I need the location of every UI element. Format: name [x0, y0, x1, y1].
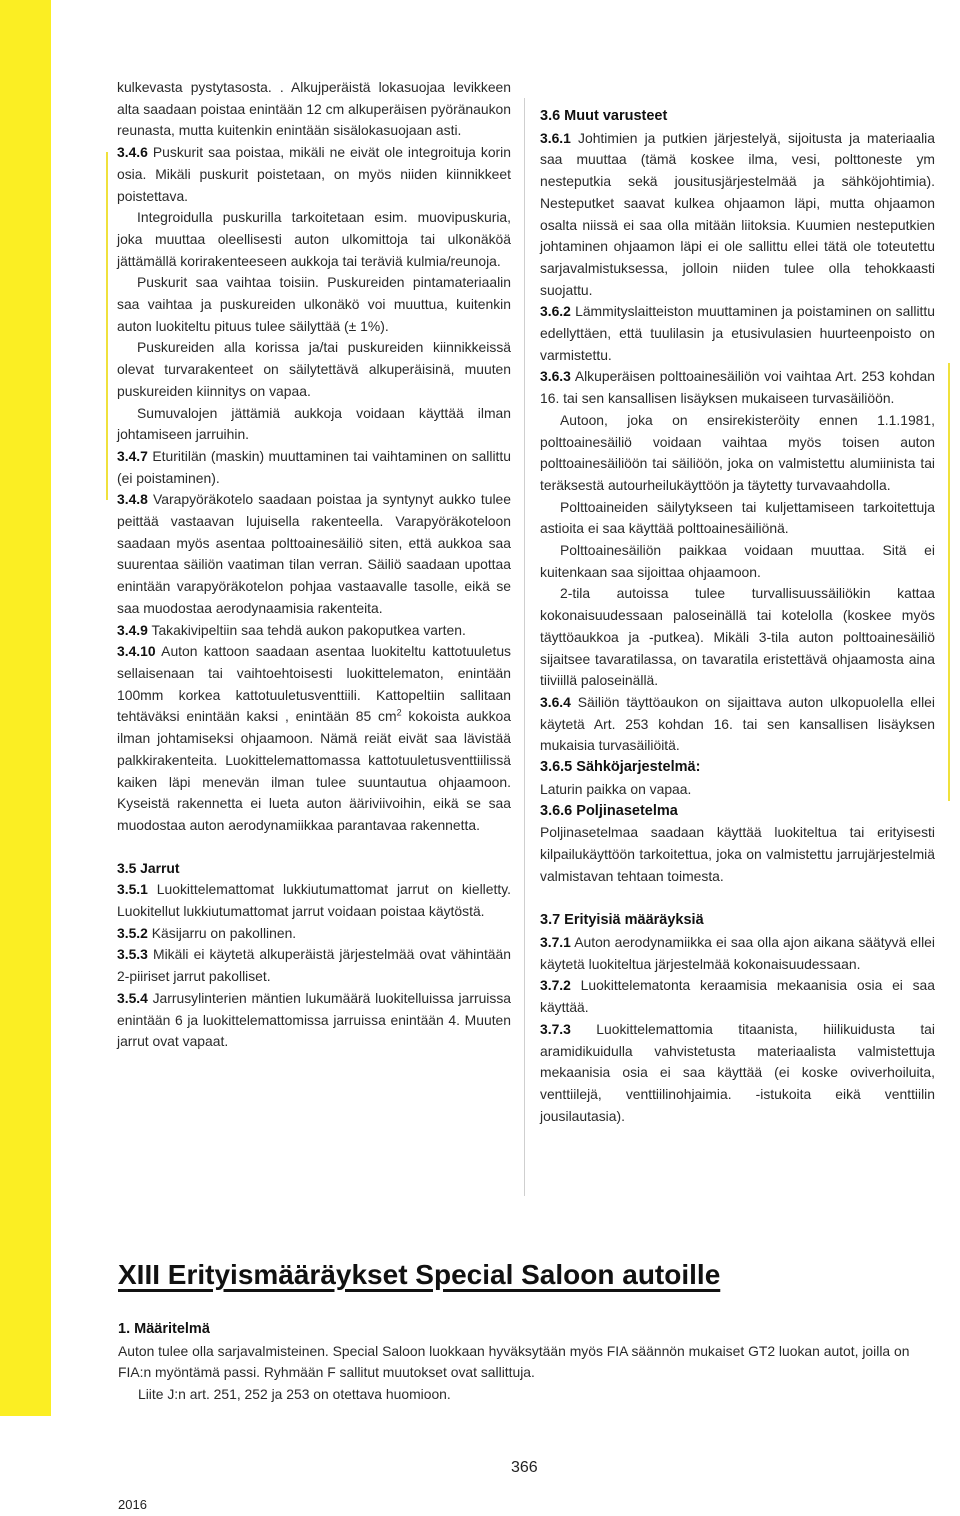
page-number: 366 — [511, 1459, 538, 1476]
paragraph: Laturin paikka on vapaa. — [540, 780, 692, 797]
clause-number: 3.5.4 — [117, 989, 148, 1006]
paragraph: Integroidulla puskurilla tarkoitetaan esim. muovipuskuria, joka muuttaa oleellisesti auton ulkomittoja tai ulkonäköä jättämällä korirakenteeseen aukkoja tai teräviä kulmia/reunoja. — [117, 209, 511, 269]
clause-number: 3.6.1 — [540, 129, 571, 146]
paragraph: 3.7.1 Auton aerodynamiikka ei saa olla ajon aikana säätyvä ellei käytetä luokiteltua järjestelmää kokonaisuudessaan. — [540, 934, 935, 972]
clause-number: 3.6.2 — [540, 303, 571, 320]
chapter-title: XIII Erityismääräykset Special Saloon autoille — [118, 1259, 721, 1290]
paragraph: 3.4.8 Varapyöräkotelo saadaan poistaa ja syntynyt aukko tulee peittää vastaavan lujuisella rakenteella. Varapyöräkoteloon saadaan myös asentaa polttoainesäiliö siten, että aukkoa saa suurentaa säiliön vaatiman tilan verran. Säiliö saadaan upottaa enintään varapyöräkotelon pohjaa vastaavalle tasolle, eikä se saa muodostaa aerodynaamisia rakenteita. — [117, 491, 511, 616]
section-heading: 1. Määritelmä — [118, 1321, 210, 1337]
paragraph: Auton tulee olla sarjavalmisteinen. Special Saloon luokkaan hyväksytään myös FIA säännön mukaiset GT2 luokan autot, joilla on FIA:n myöntämä passi. Ryhmään F sallitut muutokset ovat sallittuja. — [118, 1342, 910, 1381]
change-marker-right — [948, 363, 950, 801]
change-marker-left — [106, 152, 108, 500]
clause-number: 3.7.3 — [540, 1020, 571, 1037]
paragraph: Liite J:n art. 251, 252 ja 253 on otettava huomioon. — [138, 1386, 451, 1403]
chapter-body — [118, 1319, 938, 1406]
paragraph: 3.4.9 Takakivipeltiin saa tehdä aukon pakoputkea varten. — [117, 621, 466, 638]
paragraph: 3.4.6 Puskurit saa poistaa, mikäli ne eivät ole integroituja korin osia. Mikäli puskurit poistetaan, on myös niiden kiinnikkeet poistettava. — [117, 144, 511, 204]
paragraph: 3.5.4 Jarrusylinterien mäntien lukumäärä luokitelluissa jarruissa enintään 6 ja luokittelemattomissa jarruissa enintään 4. Muuten jarrut ovat vapaat. — [117, 989, 511, 1050]
paragraph: 3.7.3 Luokittelemattomia titaanista, hiilikuidusta tai aramidikuidulla vahvistetusta materiaalista valmistettuja mekaanisia osia ei saa käyttää (ei koske oviverhoiluita, venttiilejä, venttiilinohjaimia. -istukoita eikä venttiilin jousilautasia). — [540, 1020, 935, 1124]
clause-number: 3.4.7 — [117, 447, 148, 464]
footer-year: 2016 — [118, 1497, 147, 1512]
section-heading: 3.7 Erityisiä määräyksiä — [540, 912, 704, 929]
paragraph: Puskurit saa vaihtaa toisiin. Puskureiden pintamateriaalin saa vaihtaa ja puskureiden ulkonäkö voi muuttua, kuitenkin auton luokiteltu pituus tulee säilyttää (± 1%). — [117, 274, 511, 334]
paragraph: 3.6.1 Johtimien ja putkien järjestelyä, sijoitusta ja materiaalia saa muuttaa (tämä koskee ilma, vesi, polttoneste ym nesteputkia sekä jousitusjärjestelmää ja sähköjohtimia). Nesteputket saavat kulkea ohjaamon läpi, mutta ohjaamon osalta niissä ei saa olla mitään liitoksia. Kuumien nesteputkien johtaminen ohjaamon läpi ei ole sallittu ellei tätä ole toteutettu sarjavalmistuksessa, jolloin niiden tulee olla tehokkaasti suojattu. — [540, 129, 935, 298]
paragraph: Poljinasetelmaa saadaan käyttää luokiteltua tai erityisesti kilpailukäyttöön tarkoitettua, joka on valmistettu jarrujärjestelmiä valmistavan tehtaan toimesta. — [540, 824, 935, 884]
clause-number: 3.5.3 — [117, 946, 148, 963]
clause-number: 3.6.4 — [540, 693, 571, 710]
left-column — [117, 77, 511, 1053]
section-heading: 3.6.6 Poljinasetelma — [540, 802, 678, 819]
section-heading: 3.6 Muut varusteet — [540, 108, 668, 124]
yellow-margin-bar — [0, 0, 51, 1416]
section-heading: 3.5 Jarrut — [117, 859, 180, 876]
paragraph: Autoon, joka on ensirekisteröity ennen 1.1.1981, polttoainesäiliö voidaan vaihtaa myös toisen auton polttoainesäiliöön tai säiliöön, joka on valmistettu alumiinista tai teräksestä autourheilukäyttöön ja täytetty turvavaahdolla. — [540, 411, 935, 493]
clause-number: 3.4.6 — [117, 144, 148, 161]
paragraph: 3.4.10 Auton kattoon saadaan asentaa luokiteltu kattotuuletus sellaisenaan tai vaihtoehtoisesti luokittelematon, enintään 100mm korkea kattotuuletusventtiili. Kattopeltiin sallitaan tehtäväksi enintään kaksi , enintään 85 $cm^2$ kokoista aukkoa ilman johtamiseksi ohjaamoon. Nämä reiät eivät saa lävistää palkkirakenteita. Luokittelemattomassa kattotuuletusventtiilissä kaiken läpi menevän ilman tulee suuntautua ohjaamoon. Kyseistä rakennetta ei lueta auton ääriviivoihin, eikä se saa muodostaa auton aerodynamiikkaa parantavaa rakennetta. — [117, 643, 511, 833]
paragraph: 3.5.1 Luokittelemattomat lukkiutumattomat jarrut on kielletty. Luokitellut lukkiutumattomat jarrut voidaan poistaa käytöstä. — [117, 881, 511, 920]
paragraph: 3.5.3 Mikäli ei käytetä alkuperäistä järjestelmää ovat vähintään 2-piiriset jarrut pakolliset. — [117, 946, 511, 985]
clause-number: 3.6.3 — [540, 368, 571, 385]
right-column — [540, 106, 935, 1127]
paragraph: 3.6.2 Lämmityslaitteiston muuttaminen ja poistaminen on sallittu edellyttäen, että tuulilasin ja etusivulasien huurteenpoisto on varmistettu. — [540, 303, 935, 363]
clause-number: 3.5.2 — [117, 924, 148, 941]
clause-number: 3.4.9 — [117, 621, 148, 638]
paragraph: 2-tila autoissa tulee turvallisuussäiliökin kattaa kokonaisuudessaan paloseinällä tai kotelolla (koskee myös täyttöaukkoa ja -putkea). Mikäli 3-tila auton polttoainesäiliö sijaitsee tavaratilassa, on tavaratila eristettävä ohjaamosta aina tiiviillä paloseinällä. — [540, 585, 935, 689]
paragraph: kulkevasta pystytasosta. . Alkujperäistä lokasuojaa levikkeen alta saadaan poistaa enintään 12 cm alkuperäisen pyöränaukon reunasta, mutta kuitenkin enintään sisälokasuojaan asti. — [117, 79, 511, 139]
column-divider — [524, 98, 525, 1196]
paragraph: 3.6.4 Säiliön täyttöaukon on sijaittava auton ulkopuolella ellei käytetä Art. 253 kohdan 16. tai sen kansallisen lisäyksen mukaisia turvasäiliöitä. — [540, 693, 935, 754]
paragraph: 3.7.2 Luokittelematonta keraamisia mekaanisia osia ei saa käyttää. — [540, 977, 935, 1016]
clause-number: 3.7.1 — [540, 934, 571, 951]
paragraph: 3.6.3 Alkuperäisen polttoainesäiliön voi vaihtaa Art. 253 kohdan 16. tai sen kansallisen lisäyksen mukaiseen turvasäiliöön. — [540, 368, 935, 407]
section-heading: 3.6.5 Sähköjarjestelmä: — [540, 759, 701, 776]
clause-number: 3.4.8 — [117, 491, 148, 508]
paragraph: 3.4.7 Eturitilän (maskin) muuttaminen tai vaihtaminen on sallittu (ei poistaminen). — [117, 447, 511, 486]
paragraph: 3.5.2 Käsijarru on pakollinen. — [117, 924, 297, 941]
paragraph: Puskureiden alla korissa ja/tai puskureiden kiinnikkeissä olevat turvarakenteet on säilytettävä alkuperäisinä, muuten puskureiden kiinnitys on vapaa. — [117, 339, 511, 399]
clause-number: 3.5.1 — [117, 881, 148, 898]
paragraph: Sumuvalojen jättämiä aukkoja voidaan käyttää ilman johtamiseen jarruihin. — [117, 404, 511, 443]
paragraph: Polttoainesäiliön paikkaa voidaan muuttaa. Sitä ei kuitenkaan saa sijoittaa ohjaamoon. — [540, 542, 935, 580]
paragraph: Polttoaineiden säilytykseen tai kuljettamiseen tarkoitettuja astioita ei saa käyttää polttoainesäiliönä. — [540, 498, 935, 537]
clause-number: 3.4.10 — [117, 643, 156, 660]
clause-number: 3.7.2 — [540, 977, 571, 994]
